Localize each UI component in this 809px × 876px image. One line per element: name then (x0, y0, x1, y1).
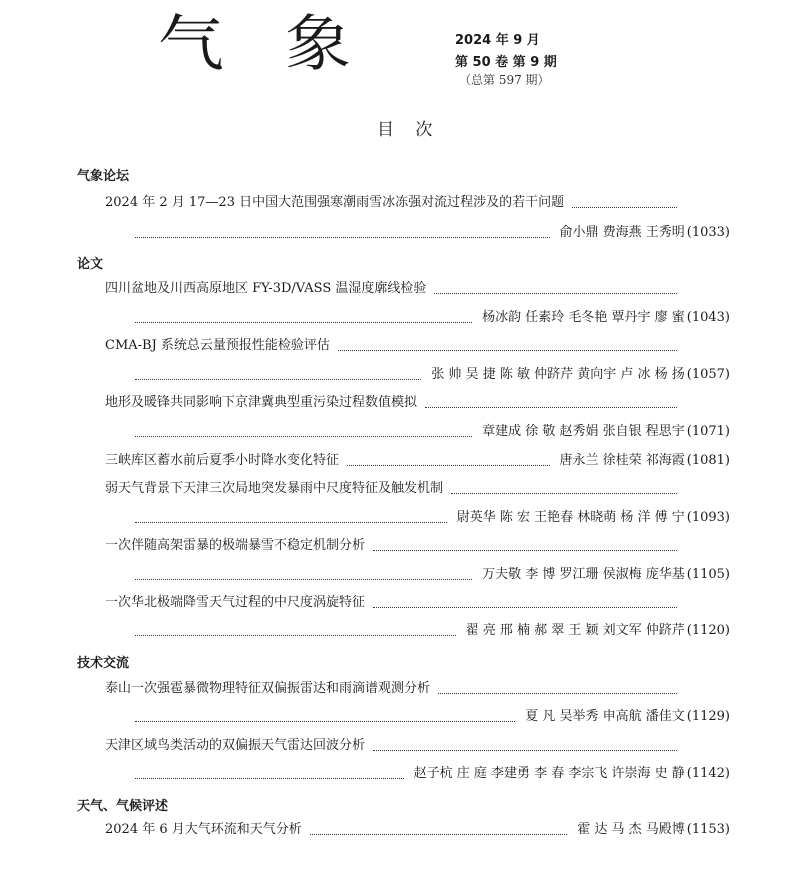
leader-dots (135, 635, 456, 636)
article-title-line[interactable] (105, 337, 681, 355)
article-page: (1129) (686, 709, 730, 724)
article-combined-line[interactable] (105, 821, 730, 839)
article-author-line (135, 622, 730, 640)
leader-dots (338, 350, 677, 351)
article-title[interactable]: 一次伴随高架雷暴的极端暴雪不稳定机制分析 (105, 538, 366, 553)
article-title-line[interactable] (105, 537, 681, 555)
article-authors: 唐永兰 徐桂荣 祁海霞 (559, 453, 685, 468)
issue-date: 2024 年 9 月 (455, 33, 540, 48)
article-title-line[interactable] (105, 194, 681, 212)
article-page: (1081) (686, 453, 730, 468)
section-heading: 天气、气候评述 (77, 799, 169, 814)
article-page: (1142) (686, 766, 730, 781)
leader-dots (310, 834, 567, 835)
leader-dots (373, 550, 677, 551)
article-title[interactable]: 四川盆地及川西高原地区 FY-3D/VASS 温湿度廓线检验 (105, 281, 427, 296)
leader-dots (425, 407, 677, 408)
article-title-line[interactable] (105, 594, 681, 612)
leader-dots (373, 607, 677, 608)
article-authors: 杨冰韵 任素玲 毛冬艳 覃丹宇 廖 蜜 (482, 310, 685, 325)
leader-dots (347, 465, 549, 466)
article-title[interactable]: 弱天气背景下天津三次局地突发暴雨中尺度特征及触发机制 (105, 481, 444, 496)
article-combined-line[interactable] (105, 452, 730, 470)
section-heading: 气象论坛 (77, 169, 130, 184)
article-page: (1033) (686, 225, 730, 240)
article-author-line (135, 224, 730, 242)
article-page: (1153) (686, 822, 730, 837)
article-author-line (135, 765, 730, 783)
article-page: (1105) (686, 567, 730, 582)
article-page: (1057) (686, 367, 730, 382)
leader-dots (135, 237, 550, 238)
section-heading: 技术交流 (77, 656, 130, 671)
article-title-line[interactable] (105, 480, 681, 498)
leader-dots (451, 493, 677, 494)
article-title-line[interactable] (105, 394, 681, 412)
leader-dots (135, 322, 472, 323)
article-title[interactable]: 天津区域鸟类活动的双偏振天气雷达回波分析 (105, 738, 366, 753)
article-authors: 万夫敬 李 博 罗江珊 侯淑梅 庞华基 (482, 567, 685, 582)
article-title-line[interactable] (105, 280, 681, 298)
leader-dots (135, 721, 515, 722)
leader-dots (135, 436, 472, 437)
leader-dots (135, 778, 404, 779)
article-authors: 翟 亮 邢 楠 郝 翠 王 颖 刘文军 仲跻芹 (465, 623, 685, 638)
article-page: (1071) (686, 424, 730, 439)
article-author-line (135, 309, 730, 327)
toc-heading: 目 次 (377, 120, 441, 140)
article-title[interactable]: CMA-BJ 系统总云量预报性能检验评估 (105, 338, 330, 353)
article-authors: 霍 达 马 杰 马殿博 (577, 822, 685, 837)
article-authors: 章建成 徐 敬 赵秀娟 张自银 程思宇 (482, 424, 685, 439)
article-page: (1093) (686, 510, 730, 525)
article-title[interactable]: 2024 年 2 月 17—23 日中国大范围强寒潮雨雪冰冻强对流过程涉及的若干问题 (105, 195, 565, 210)
article-title[interactable]: 一次华北极端降雪天气过程的中尺度涡旋特征 (105, 595, 366, 610)
article-title[interactable]: 地形及暖锋共同影响下京津冀典型重污染过程数值模拟 (105, 395, 418, 410)
leader-dots (373, 750, 677, 751)
article-author-line (135, 423, 730, 441)
volume-issue: 第 50 卷 第 9 期 (455, 55, 557, 70)
article-authors: 夏 凡 吴举秀 申高航 潘佳文 (525, 709, 685, 724)
total-issue: （总第 597 期） (459, 73, 550, 87)
article-author-line (135, 366, 730, 384)
journal-title: 气 象 (158, 8, 371, 80)
article-authors: 尉英华 陈 宏 王艳春 林晓萌 杨 洋 傅 宁 (456, 510, 685, 525)
article-authors: 俞小鼎 费海燕 王秀明 (559, 225, 685, 240)
leader-dots (434, 293, 677, 294)
article-author-line (135, 708, 730, 726)
article-title-line[interactable] (105, 680, 681, 698)
article-title[interactable]: 三峡库区蓄水前后夏季小时降水变化特征 (105, 453, 340, 468)
leader-dots (438, 693, 677, 694)
leader-dots (135, 579, 472, 580)
article-page: (1120) (686, 623, 730, 638)
article-author-line (135, 509, 730, 527)
article-authors: 张 帅 吴 捷 陈 敏 仲跻芹 黄向宇 卢 冰 杨 扬 (431, 367, 685, 382)
leader-dots (135, 379, 421, 380)
leader-dots (572, 207, 677, 208)
article-title[interactable]: 泰山一次强雹暴微物理特征双偏振雷达和雨滴谱观测分析 (105, 681, 431, 696)
article-author-line (135, 566, 730, 584)
article-title[interactable]: 2024 年 6 月大气环流和天气分析 (105, 822, 302, 837)
article-title-line[interactable] (105, 737, 681, 755)
leader-dots (135, 522, 447, 523)
article-authors: 赵子杭 庄 庭 李建勇 李 春 李宗飞 许崇海 史 静 (413, 766, 685, 781)
section-heading: 论文 (77, 257, 104, 272)
article-page: (1043) (686, 310, 730, 325)
